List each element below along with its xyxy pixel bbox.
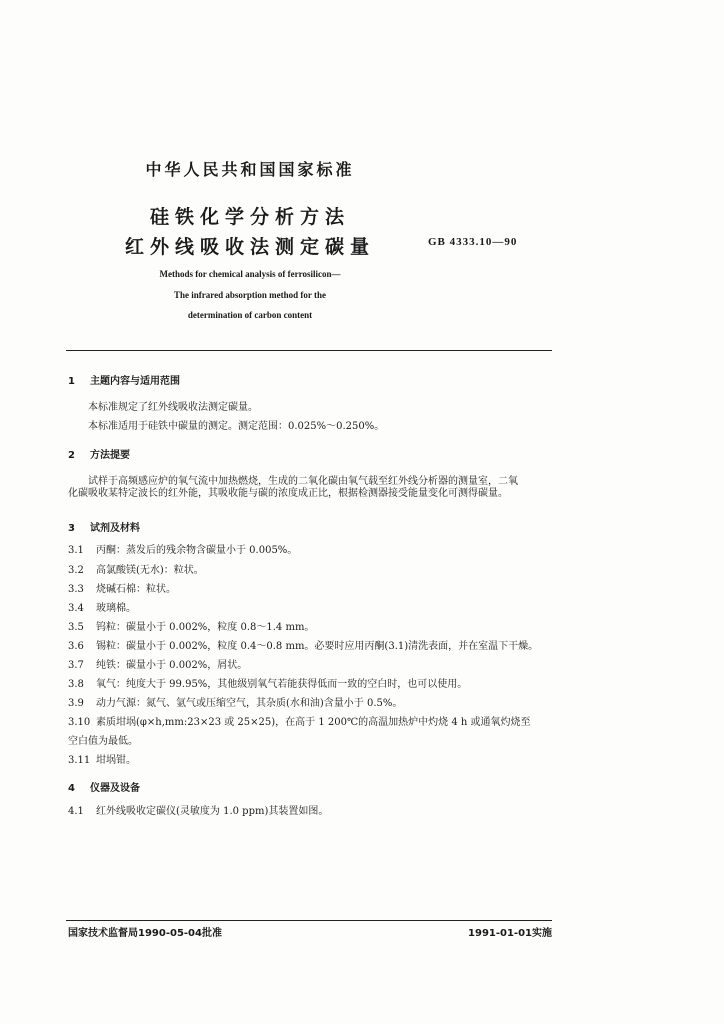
section-heading-2 (68, 446, 130, 461)
standard-number: GB 4333.10—90 (428, 236, 518, 248)
list-item: 3.3 烧碱石棉：粒状。 (68, 584, 176, 595)
approval-date: 国家技术监督局1990-05-04批准 (68, 928, 222, 939)
list-item: 3.2 高氯酸镁(无水)：粒状。 (68, 565, 204, 576)
list-item: 3.4 玻璃棉。 (68, 603, 136, 614)
english-title-line-3: determination of carbon content (187, 310, 313, 320)
list-item: 3.1 丙酮：蒸发后的残余物含碳量小于 0.005%。 (68, 545, 298, 556)
list-item: 3.11 坩埚钳。 (68, 755, 136, 766)
section-heading-4 (68, 779, 140, 794)
english-title-line-1: Methods for chemical analysis of ferrosilicon— (159, 269, 341, 279)
english-title-line-2: The infrared absorption method for the (174, 290, 326, 300)
document-title-line-2: 红外线吸收法测定碳量 (124, 236, 375, 258)
list-item: 3.5 钨粒：碳量小于 0.002%，粒度 0.8～1.4 mm。 (68, 622, 315, 633)
section-title: 方法提要 (90, 450, 130, 461)
section-title: 仪器及设备 (90, 783, 140, 794)
section-heading-1 (68, 372, 180, 387)
list-item: 3.7 纯铁：碳量小于 0.002%，屑状。 (68, 660, 248, 671)
list-item: 3.10 素质坩埚(φ×h,mm:23×23 或 25×25)，在高于 1 200℃的高温加热炉中灼烧 4 h 或通氧灼烧至 (68, 717, 531, 728)
list-item: 3.9 动力气源：氮气、氩气或压缩空气，其杂质(水和油)含量小于 0.5%。 (68, 698, 403, 709)
section-heading-3 (68, 519, 140, 534)
section-title: 试剂及材料 (90, 523, 140, 534)
list-item: 3.6 锡粒：碳量小于 0.002%，粒度 0.4～0.8 mm。必要时应用丙酮(3.1)清洗表面，并在室温下干燥。 (68, 641, 539, 652)
section-2-paragraph-line-1: 试样于高频感应炉的氧气流中加热燃烧，生成的二氧化碳由氧气载至红外线分析器的测量室，二氧 (88, 476, 518, 487)
section-number: 2 (68, 450, 75, 461)
national-standard-heading: 中华人民共和国国家标准 (145, 160, 355, 179)
list-item: 3.8 氧气：纯度大于 99.95%，其他级别氧气若能获得低而一致的空白时，也可以使用。 (68, 679, 468, 690)
list-item-continuation: 空白值为最低。 (68, 736, 138, 747)
section-title: 主题内容与适用范围 (90, 376, 180, 387)
list-item: 4.1 红外线吸收定碳仪(灵敏度为 1.0 ppm)其装置如图。 (68, 806, 329, 817)
section-1-paragraph-2: 本标准适用于硅铁中碳量的测定。测定范围：0.025%～0.250%。 (88, 421, 385, 432)
section-1-paragraph-1: 本标准规定了红外线吸收法测定碳量。 (88, 402, 258, 413)
section-number: 3 (68, 523, 75, 534)
section-number: 1 (68, 376, 75, 387)
header-divider (66, 350, 552, 351)
section-number: 4 (68, 783, 75, 794)
footer-divider (66, 920, 552, 921)
document-title-line-1: 硅铁化学分析方法 (149, 206, 350, 228)
effective-date: 1991-01-01实施 (468, 928, 552, 939)
section-2-paragraph-line-2: 化碳吸收某特定波长的红外能，其吸收能与碳的浓度成正比，根据检测器接受能量变化可测得碳量。 (68, 488, 508, 499)
